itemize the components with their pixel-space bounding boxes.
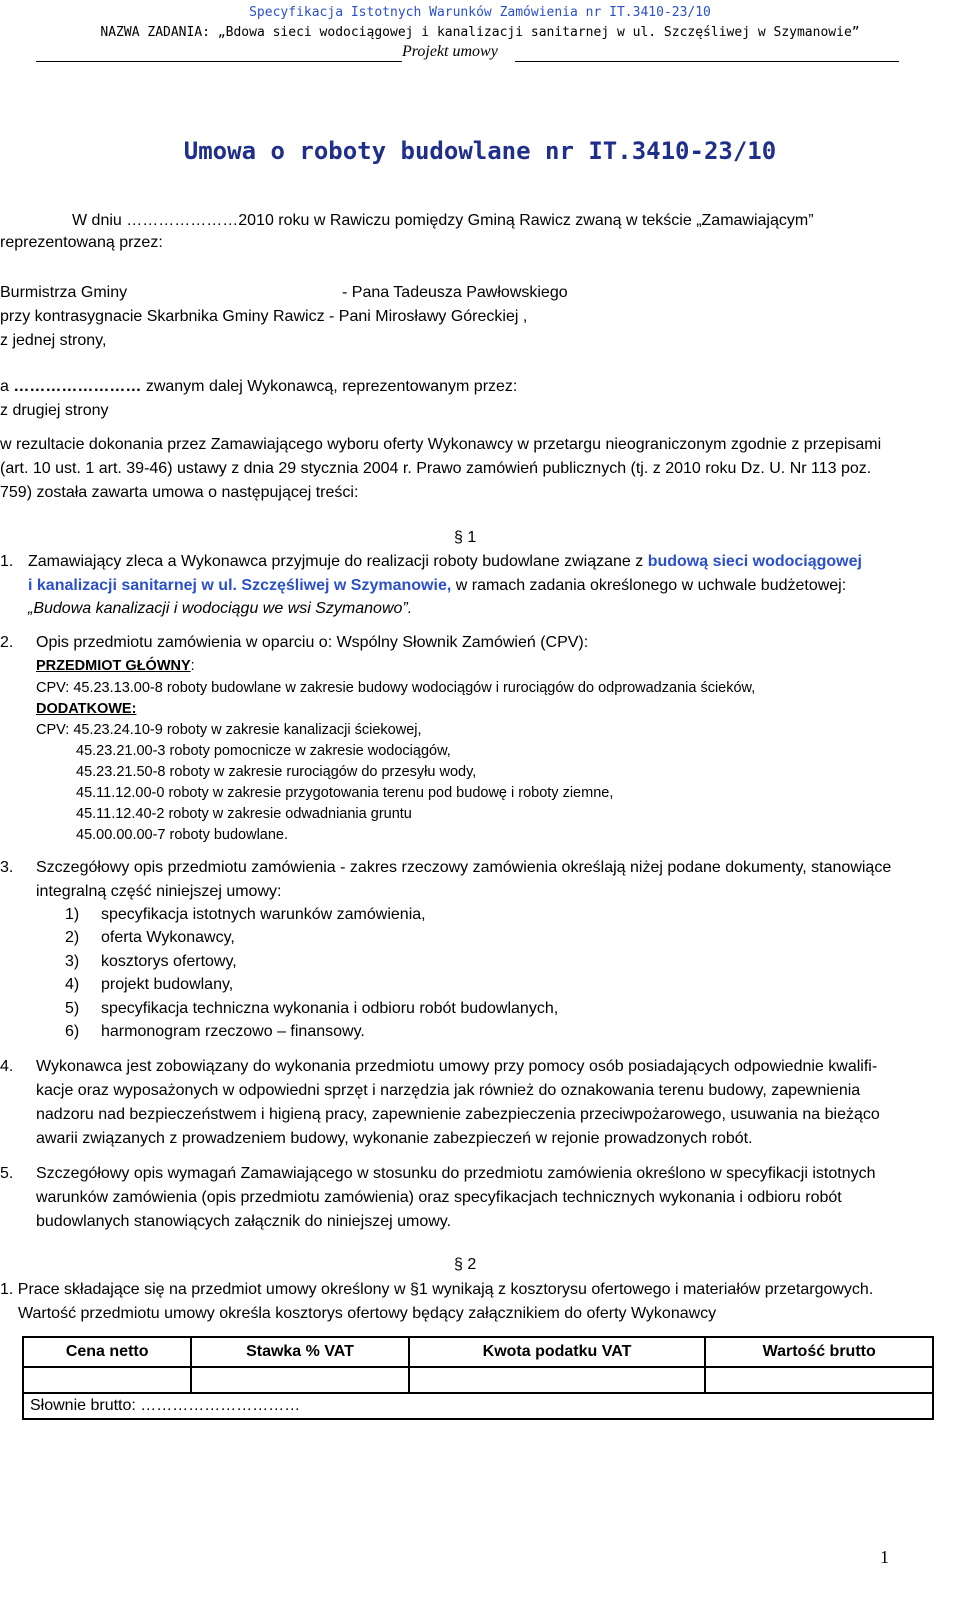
paragraph-2-line-1: 1. Prace składające się na przedmiot umowy określony w §1 wynikają z kosztorysu ofertowego i materiałów przetargowych. <box>0 1281 874 1298</box>
point-5-line: budowlanych stanowiących załącznik do niniejszej umowy. <box>36 1213 452 1230</box>
additional-cpv-item: 45.23.21.00-3 roboty pomocnicze w zakresie wodociągów, <box>76 743 451 759</box>
column-header: Cena netto <box>23 1337 191 1367</box>
amount-in-words: Słownie brutto: ………………………… <box>23 1393 933 1419</box>
burmistrz-name: - Pana Tadeusza Pawłowskiego <box>342 284 568 301</box>
point-1-text-a: Zamawiający zleca a Wykonawca przyjmuje do realizacji roboty budowlane związane z <box>28 553 644 570</box>
point-2-number: 2. <box>0 634 14 651</box>
main-subject <box>36 658 195 674</box>
point-4-line: Wykonawca jest zobowiązany do wykonania przedmiotu umowy przy pomocy osób posiadających odpowiednie kwalifi- <box>36 1058 878 1075</box>
document-item: kosztorys ofertowy, <box>101 953 237 970</box>
point-1-line-1 <box>28 553 862 571</box>
point-1-highlight-b: i kanalizacji sanitarnej w ul. <box>28 577 237 594</box>
additional-cpv-item: 45.11.12.00-0 roboty w zakresie przygotowania terenu pod budowę i roboty ziemne, <box>76 785 614 801</box>
rezultat-line-3: 759) została zawarta umowa o następującej treści: <box>0 484 359 501</box>
table-cell <box>705 1367 933 1393</box>
task-header: NAZWA ZADANIA: „Bdowa sieci wodociągowej i kanalizacji sanitarnej w ul. Szczęśliwej w Szymanowie” <box>100 25 860 40</box>
page-number: 1 <box>880 1547 889 1567</box>
header-rule-left <box>36 61 402 62</box>
paragraph-2-line-2: Wartość przedmiotu umowy określa kosztorys ofertowy będący załącznikiem do oferty Wykonawcy <box>18 1305 717 1322</box>
point-5-line: Szczegółowy opis wymagań Zamawiającego w stosunku do przedmiotu zamówienia określono w specyfikacji istotnych <box>36 1165 876 1182</box>
table-cell <box>191 1367 408 1393</box>
section-label: Projekt umowy <box>402 43 498 60</box>
point-3-line-2: integralną część niniejszej umowy: <box>36 883 282 900</box>
main-subject-colon: : <box>190 658 195 674</box>
point-3-number: 3. <box>0 859 14 876</box>
main-subject-label: PRZEDMIOT GŁÓWNY <box>36 658 191 674</box>
column-header: Wartość brutto <box>705 1337 933 1367</box>
intro-line-2: reprezentowaną przez: <box>0 234 163 251</box>
point-4-line: kacje oraz wyposażonych w odpowiedni sprzęt i narzędzia jak również do oznakowania terenu budowy, zapewnienia <box>36 1082 861 1099</box>
additional-cpv-item: 45.11.12.40-2 roboty w zakresie odwadniania gruntu <box>76 806 412 822</box>
document-item: specyfikacja techniczna wykonania i odbioru robót budowlanych, <box>101 1000 559 1017</box>
document-item-number: 6) <box>65 1023 80 1040</box>
table-row <box>23 1367 933 1393</box>
table-cell <box>409 1367 706 1393</box>
wykonawca-line <box>0 378 517 396</box>
wykonawca-rest: zwanym dalej Wykonawcą, reprezentowanym przez: <box>145 378 518 395</box>
point-5-number: 5. <box>0 1165 14 1182</box>
point-1-text-e: w ramach zadania określonego w uchwale budżetowej: <box>455 577 847 594</box>
paragraph-1-heading: § 1 <box>454 529 477 546</box>
point-3-line-1: Szczegółowy opis przedmiotu zamówienia - zakres rzeczowy zamówienia określają niżej podane dokumenty, stanowiące <box>36 859 892 876</box>
point-1-highlight-a: budową sieci wodociągowej <box>647 553 862 570</box>
burmistrz-label: Burmistrza Gminy <box>0 284 128 301</box>
document-item: harmonogram rzeczowo – finansowy. <box>101 1023 365 1040</box>
spec-header: Specyfikacja Istotnych Warunków Zamówienia nr IT.3410-23/10 <box>249 5 711 20</box>
document-item-number: 1) <box>65 906 80 923</box>
document-item-number: 5) <box>65 1000 80 1017</box>
point-1-budget-task: „Budowa kanalizacji i wodociągu we wsi Szymanowo”. <box>28 600 413 617</box>
document-item-number: 3) <box>65 953 80 970</box>
column-header: Stawka % VAT <box>191 1337 408 1367</box>
point-1-line-2 <box>28 577 846 595</box>
document-title: Umowa o roboty budowlane nr IT.3410-23/10 <box>183 137 777 165</box>
value-table <box>22 1336 934 1420</box>
jednej-strony: z jednej strony, <box>0 332 107 349</box>
paragraph-2-heading: § 2 <box>454 1256 477 1273</box>
document-item: specyfikacja istotnych warunków zamówienia, <box>101 906 426 923</box>
rezultat-line-2: (art. 10 ust. 1 art. 39-46) ustawy z dnia 29 stycznia 2004 r. Prawo zamówień publicznych (tj. z 2010 roku Dz. U. Nr 113 poz. <box>0 460 872 477</box>
point-1-number: 1. <box>0 553 14 570</box>
table-header-row <box>23 1337 933 1367</box>
point-4-line: nadzoru nad bezpieczeństwem i higieną pracy, zapewnienie zabezpieczenia przeciwpożarowego, usuwania na bieżąco <box>36 1106 880 1123</box>
intro-line-1: W dniu …………………2010 roku w Rawiczu pomiędzy Gminą Rawicz zwaną w tekście „Zamawiającym” <box>72 212 814 229</box>
point-5-line: warunków zamówienia (opis przedmiotu zamówienia) oraz specyfikacjach technicznych wykonania i odbioru robót <box>36 1189 842 1206</box>
main-subject-cpv: CPV: 45.23.13.00-8 roboty budowlane w zakresie budowy wodociągów i rurociągów do odprowadzania ścieków, <box>36 680 756 696</box>
table-cell <box>23 1367 191 1393</box>
document-item-number: 2) <box>65 929 80 946</box>
skarbnik-line: przy kontrasygnacie Skarbnika Gminy Rawicz - Pani Mirosławy Góreckiej , <box>0 308 528 325</box>
table-row <box>23 1393 933 1419</box>
column-header: Kwota podatku VAT <box>409 1337 706 1367</box>
point-1-highlight-c: Szczęśliwej w Szymanowie, <box>241 577 452 594</box>
wykonawca-dots: …………………… <box>13 378 142 395</box>
point-2-text: Opis przedmiotu zamówienia w oparciu o: Wspólny Słownik Zamówień (CPV): <box>36 634 589 651</box>
document-item-number: 4) <box>65 976 80 993</box>
additional-cpv-item: 45.23.21.50-8 roboty w zakresie rurociągów do przesyłu wody, <box>76 764 477 780</box>
wykonawca-prefix: a <box>0 378 9 395</box>
header-rule-right <box>515 61 899 62</box>
document-item: projekt budowlany, <box>101 976 234 993</box>
additional-label: DODATKOWE: <box>36 701 137 717</box>
point-4-number: 4. <box>0 1058 14 1075</box>
point-4-line: awarii związanych z prowadzeniem budowy, wykonanie zabezpieczeń w rejonie prowadzonych robót. <box>36 1130 753 1147</box>
additional-cpv-item: CPV: 45.23.24.10-9 roboty w zakresie kanalizacji ściekowej, <box>36 722 422 738</box>
rezultat-line-1: w rezultacie dokonania przez Zamawiającego wyboru oferty Wykonawcy w przetargu nieograniczonym zgodnie z przepisami <box>0 436 882 453</box>
additional-cpv-item: 45.00.00.00-7 roboty budowlane. <box>76 827 289 843</box>
document-item: oferta Wykonawcy, <box>101 929 235 946</box>
drugiej-strony: z drugiej strony <box>0 402 109 419</box>
